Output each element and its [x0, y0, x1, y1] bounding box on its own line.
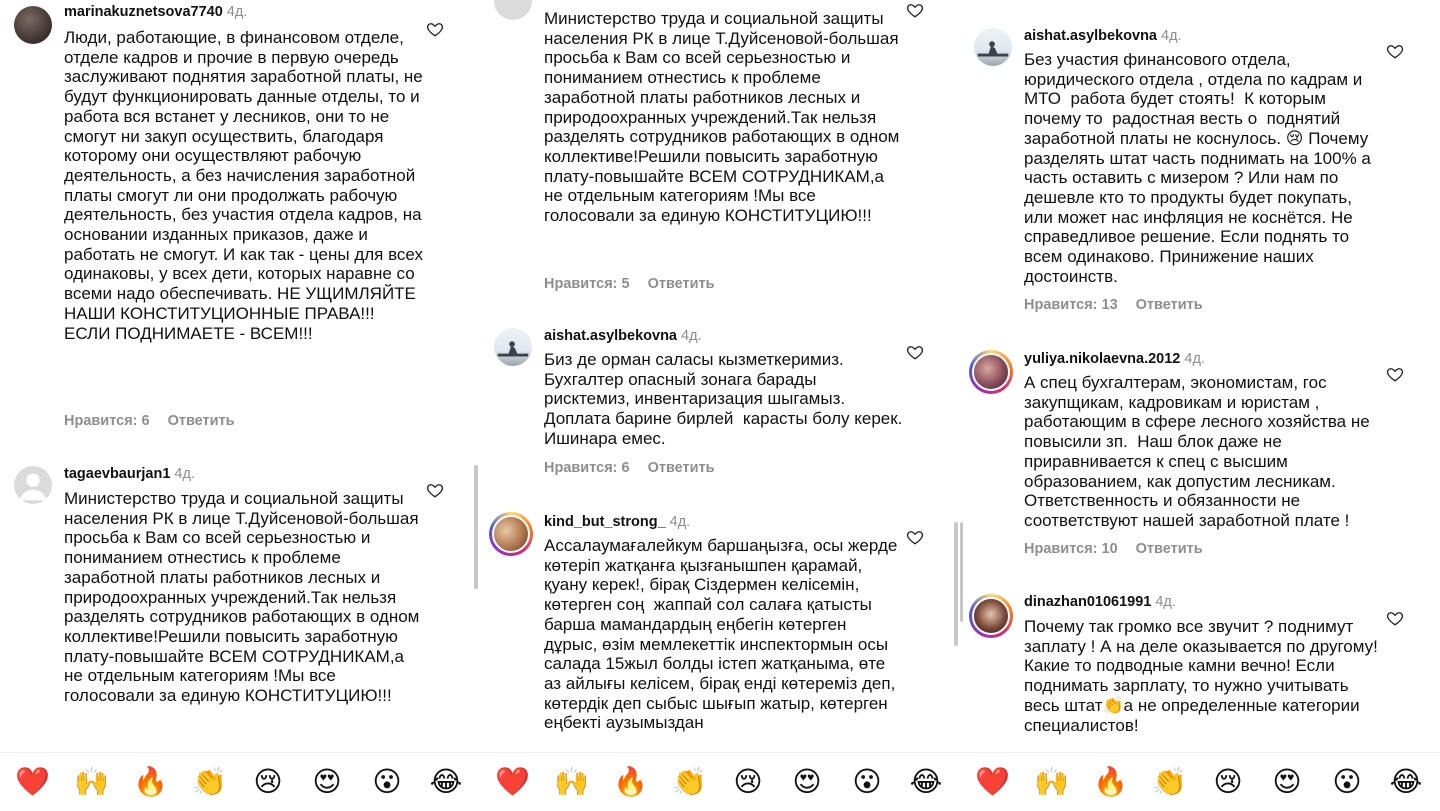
comment-text: Ассалаумағалейкум баршаңызға, осы жерде көтеріп жатқанға қызғанышпен қарамай, қуану керек!, бірақ Сіздермен келісемін, көтерген соң жаппай сол салаға қатысты барша мамандардың еңбегін көтерген дұрыс, өзім мемлекеттік инспектормын осы салада 15жыл болды істеп жатқаныма, өте аз айлығы келісем, бірақ енді көтереміз деп, көтердік деп сыбыс шығып жатыр, көтерген еңбекті аузымыздан — [544, 536, 903, 733]
timestamp: 4д. — [681, 328, 702, 344]
fire-emoji-icon[interactable]: 🔥 — [613, 765, 648, 798]
comment-header — [544, 514, 690, 530]
heart-icon[interactable] — [906, 1, 924, 19]
comment-header — [1024, 28, 1182, 44]
avatar[interactable] — [489, 512, 533, 556]
username[interactable]: tagaevbaurjan1 — [64, 466, 171, 482]
username[interactable]: aishat.asylbekovna — [544, 328, 677, 344]
heart-icon[interactable] — [906, 343, 924, 361]
username[interactable]: aishat.asylbekovna — [1024, 28, 1157, 44]
surprised-face-emoji-icon[interactable]: 😮 — [1332, 765, 1362, 798]
username[interactable]: kind_but_strong_ — [544, 514, 666, 530]
emoji-reaction-bar — [0, 752, 1440, 811]
red-heart-emoji-icon[interactable]: ❤️ — [15, 765, 50, 798]
avatar[interactable] — [494, 328, 532, 366]
comment-text: Люди, работающие, в финансовом отделе, отделе кадров и прочие в первую очередь заслуживают поднятия заработной платы, не будут функционировать данные отделы, то и работа вся встанет у лесников, они то не смогут ни закуп осуществить, благодаря которому они осуществляют рабочую деятельность, а без начисления заработной платы смогут ли они продолжать рабочую деятельность, без участия отдела кадров, на основании изданных приказов, даже и работать не смогут. И как так - цены для всех одинаковы, у всех дети, которых наравне со всеми надо обеспечивать. НЕ УЩИМЛЯЙТЕ НАШИ КОНСТИТУЦИОННЫЕ ПРАВА!!! ЕСЛИ ПОДНИМАЕТЕ - ВСЕМ!!! — [64, 28, 428, 343]
comment-text: Без участия финансового отдела, юридического отдела , отдела по кадрам и МТО работа будет стоять! К которым почему то радостная весть о поднятий заработной платы не коснулось. 😢 Почему разделять штат часть поднимать на 100% а часть оставить с мизером ? Или нам по дешевле кто то продукты будет покупать, или может нас инфляция не коснётся. Не справедливое решение. Если поднять то всем одинаково. Принижение наших достоинств. — [1024, 50, 1376, 286]
heart-eyes-emoji-icon[interactable]: 😍 — [792, 765, 822, 798]
avatar[interactable] — [969, 350, 1013, 394]
clapping-hands-emoji-icon[interactable]: 👏 — [192, 765, 227, 798]
comment-text: Почему так громко все звучит ? поднимут заплату ! А на деле оказывается по другому! Какие то подводные камни вечно! Если поднимать зарплату, то нужно учитывать весь штат👏а не определенные категории специалистов! — [1024, 617, 1383, 735]
reply-button[interactable]: Ответить — [647, 276, 715, 292]
heart-eyes-emoji-icon[interactable]: 😍 — [312, 765, 342, 798]
avatar[interactable] — [969, 594, 1013, 638]
avatar[interactable] — [974, 28, 1012, 66]
avatar[interactable] — [14, 6, 52, 44]
likes-count[interactable]: Нравится: 13 — [1024, 297, 1118, 313]
reply-button[interactable]: Ответить — [167, 413, 235, 429]
heart-icon[interactable] — [906, 528, 924, 546]
timestamp: 4д. — [226, 4, 248, 20]
default-avatar-icon — [14, 466, 52, 504]
comment-meta — [1024, 297, 1221, 313]
tears-of-joy-emoji-icon[interactable]: 😂 — [909, 765, 943, 798]
crying-face-emoji-icon[interactable]: 😢 — [253, 765, 283, 798]
heart-icon[interactable] — [426, 20, 444, 38]
surprised-face-emoji-icon[interactable]: 😮 — [372, 765, 402, 798]
comment-meta — [1024, 541, 1221, 557]
likes-count[interactable]: Нравится: 6 — [544, 460, 630, 476]
comment-header — [544, 328, 702, 344]
clapping-hands-emoji-icon[interactable]: 👏 — [672, 765, 707, 798]
comment-meta — [544, 460, 733, 476]
comments-panel-1 — [0, 0, 480, 810]
scrollbar[interactable] — [960, 522, 963, 622]
fire-emoji-icon[interactable]: 🔥 — [1093, 765, 1128, 798]
scrollbar[interactable] — [954, 522, 958, 646]
scrollbar[interactable] — [474, 465, 478, 589]
surprised-face-emoji-icon[interactable]: 😮 — [852, 765, 882, 798]
clapping-hands-emoji-icon[interactable]: 👏 — [1152, 765, 1187, 798]
person-silhouette-icon — [494, 328, 532, 366]
likes-count[interactable]: Нравится: 5 — [544, 276, 630, 292]
comment-text: А спец бухгалтерам, экономистам, гос закупщикам, кадровикам и юристам , работающим в сфере лесного хозяйства не повысили зп. Наш блок даже не приравнивается к спец с высшим образованием, как допустим лесникам. Ответственность и обязанности не соответствуют нашей заработной плате ! — [1024, 373, 1375, 530]
comment-text: Биз де орман саласы кызметкеримиз. Бухгалтер опасный зонага барады рисктемиз, инвентаризация шыгамыз. Доплата барине бирлей карасты болу керек. Ишинара емес. — [544, 350, 908, 448]
reply-button[interactable]: Ответить — [1135, 541, 1203, 557]
comment-header — [64, 4, 247, 20]
timestamp: 4д. — [669, 514, 691, 530]
comment-header — [1024, 594, 1176, 610]
username[interactable]: dinazhan01061991 — [1024, 594, 1152, 610]
timestamp: 4д. — [1184, 351, 1205, 367]
crying-face-emoji-icon[interactable]: 😢 — [1213, 765, 1243, 798]
tears-of-joy-emoji-icon[interactable]: 😂 — [429, 765, 463, 798]
crying-face-emoji-icon[interactable]: 😢 — [733, 765, 763, 798]
reply-button[interactable]: Ответить — [647, 460, 715, 476]
red-heart-emoji-icon[interactable]: ❤️ — [975, 765, 1010, 798]
username[interactable]: yuliya.nikolaevna.2012 — [1024, 351, 1181, 367]
avatar[interactable] — [14, 466, 52, 504]
person-silhouette-icon — [974, 28, 1012, 66]
likes-count[interactable]: Нравится: 6 — [64, 413, 150, 429]
likes-count[interactable]: Нравится: 10 — [1024, 541, 1118, 557]
heart-icon[interactable] — [1386, 609, 1404, 627]
tears-of-joy-emoji-icon[interactable]: 😂 — [1389, 765, 1423, 798]
comment-meta — [544, 276, 733, 292]
comment-header — [64, 466, 195, 482]
comment-meta — [64, 413, 253, 429]
timestamp: 4д. — [174, 466, 195, 482]
fire-emoji-icon[interactable]: 🔥 — [133, 765, 168, 798]
heart-eyes-emoji-icon[interactable]: 😍 — [1272, 765, 1302, 798]
heart-icon[interactable] — [1386, 42, 1404, 60]
comment-text: Министерство труда и социальной защиты населения РК в лице Т.Дуйсеновой-большая просьба к Вам со всей серьезностью и пониманием отнестись к проблеме заработной платы работников лесных и природоохранных учреждений.Так нельзя разделять сотрудников работающих в одном коллективе!Решили повысить заработную плату-повышайте ВСЕМ СОТРУДНИКАМ,а не отдельным категориям !Мы все голосовали за единую КОНСТИТУЦИЮ!!! — [64, 489, 425, 706]
comments-panel-3 — [960, 0, 1440, 810]
username[interactable]: marinakuznetsova7740 — [64, 4, 223, 20]
raised-hands-emoji-icon[interactable]: 🙌 — [74, 765, 109, 798]
red-heart-emoji-icon[interactable]: ❤️ — [495, 765, 530, 798]
avatar[interactable] — [494, 0, 532, 20]
timestamp: 4д. — [1155, 594, 1176, 610]
reply-button[interactable]: Ответить — [1135, 297, 1203, 313]
timestamp: 4д. — [1161, 28, 1182, 44]
raised-hands-emoji-icon[interactable]: 🙌 — [1034, 765, 1069, 798]
raised-hands-emoji-icon[interactable]: 🙌 — [554, 765, 589, 798]
comments-panel-2 — [480, 0, 960, 810]
heart-icon[interactable] — [1386, 365, 1404, 383]
comment-header — [1024, 351, 1205, 367]
comment-text: Министерство труда и социальной защиты населения РК в лице Т.Дуйсеновой-большая просьба к Вам со всей серьезностью и пониманием отнестись к проблеме заработной платы работников лесных и природоохранных учреждений.Так нельзя разделять сотрудников работающих в одном коллективе!Решили повысить заработную плату-повышайте ВСЕМ СОТРУДНИКАМ,а не отдельным категориям !Мы все голосовали за единую КОНСТИТУЦИЮ!!! — [544, 9, 905, 226]
heart-icon[interactable] — [426, 481, 444, 499]
